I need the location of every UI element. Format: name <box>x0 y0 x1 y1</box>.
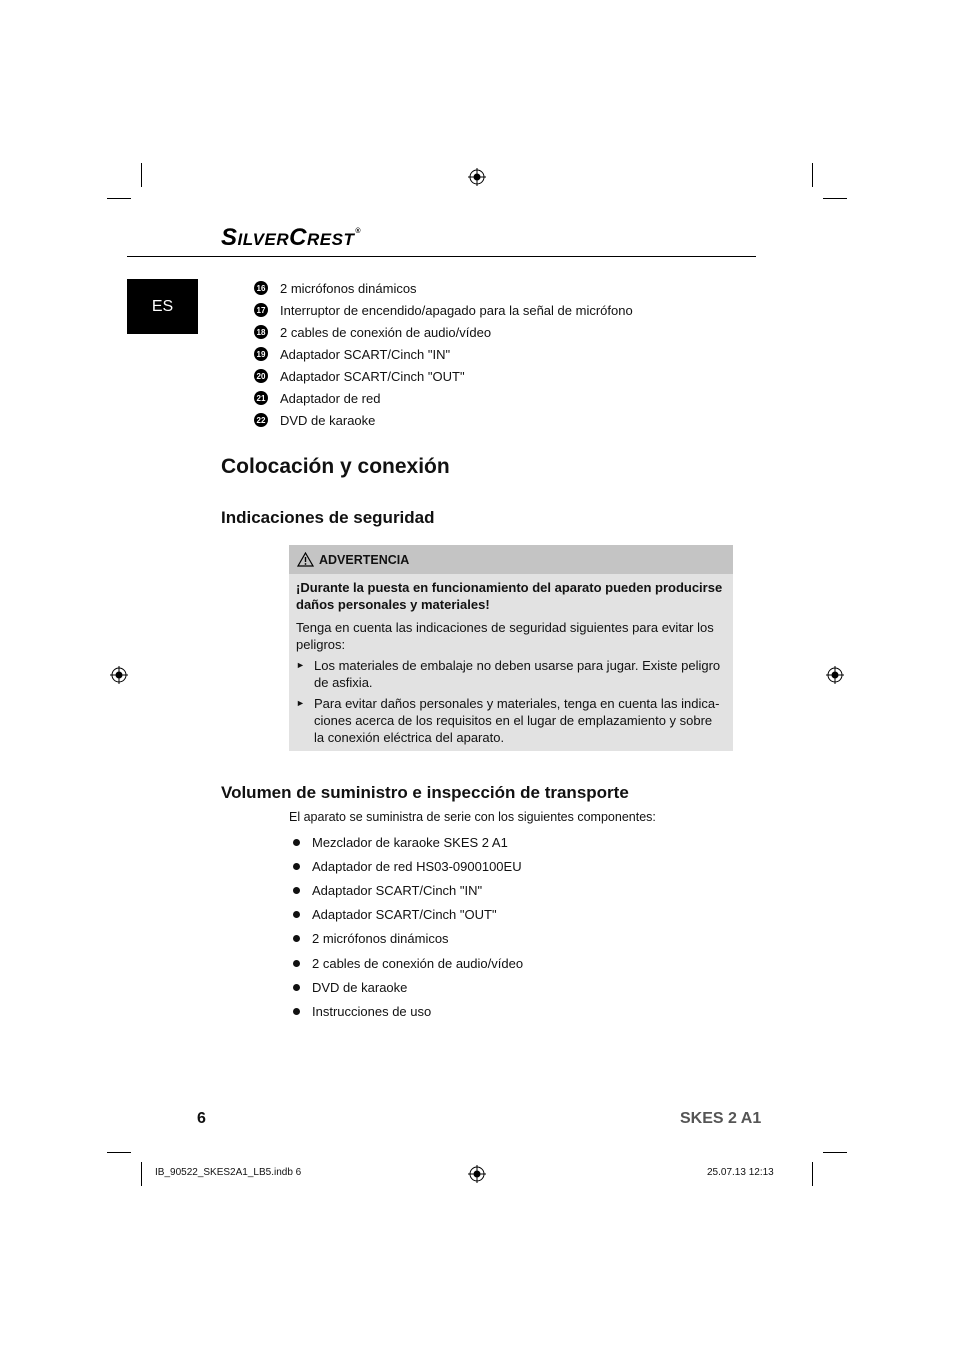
item-number-badge: 19 <box>254 347 268 361</box>
bullet-icon <box>293 863 300 870</box>
list-item: Adaptador de red HS03-0900100EU <box>293 854 523 878</box>
list-item: Mezclador de karaoke SKES 2 A1 <box>293 830 523 854</box>
parts-list <box>254 277 633 431</box>
crop-mark <box>812 1162 813 1186</box>
bullet-icon <box>293 960 300 967</box>
section-title: Colocación y conexión <box>221 455 450 478</box>
list-item: DVD de karaoke <box>293 975 523 999</box>
safety-heading: Indicaciones de seguridad <box>221 508 435 527</box>
list-item: Instrucciones de uso <box>293 999 523 1023</box>
item-number-badge: 20 <box>254 369 268 383</box>
warning-intro: Tenga en cuenta las indicaciones de seguridad siguientes para evitar los peligros: <box>296 620 714 652</box>
registration-mark-icon <box>468 1165 486 1183</box>
registration-mark-icon <box>110 666 128 684</box>
warning-strong-text: ¡Durante la puesta en funcionamiento del aparato pueden producirse daños personales y materiales! <box>296 580 723 612</box>
crop-mark <box>141 163 142 187</box>
model-name: SKES 2 A1 <box>680 1110 762 1127</box>
list-item: 21 Adaptador de red <box>254 387 633 409</box>
list-item: 2 cables de conexión de audio/vídeo <box>293 951 523 975</box>
bullet-icon <box>293 839 300 846</box>
bullet-icon <box>293 911 300 918</box>
bullet-icon <box>293 935 300 942</box>
list-item: Adaptador SCART/Cinch "IN" <box>293 878 523 902</box>
header-divider <box>127 256 756 257</box>
print-slug-file: IB_90522_SKES2A1_LB5.indb 6 <box>155 1167 302 1178</box>
list-item: 20 Adaptador SCART/Cinch "OUT" <box>254 365 633 387</box>
arrow-bullet-icon: ► <box>296 698 305 708</box>
page-number: 6 <box>197 1110 206 1127</box>
language-tab: ES <box>127 279 198 334</box>
bullet-icon <box>293 1008 300 1015</box>
list-item: Adaptador SCART/Cinch "OUT" <box>293 903 523 927</box>
item-number-badge: 18 <box>254 325 268 339</box>
list-item: 18 2 cables de conexión de audio/vídeo <box>254 321 633 343</box>
crop-mark <box>823 198 847 199</box>
supply-list <box>293 830 523 1024</box>
list-item: ► Para evitar daños personales y materiales, tenga en cuenta las indica-ciones acerca de los requisitos en el lugar de emplazamiento y sobre la conexión eléctrica del aparato. <box>296 696 720 745</box>
supply-intro: El aparato se suministra de serie con los siguientes componentes: <box>289 810 656 824</box>
warning-box <box>289 545 733 751</box>
registration-mark-icon <box>468 168 486 186</box>
registration-mark-icon <box>826 666 844 684</box>
supply-heading: Volumen de suministro e inspección de transporte <box>221 783 629 802</box>
warning-list <box>296 657 725 746</box>
item-number-badge: 17 <box>254 303 268 317</box>
arrow-bullet-icon: ► <box>296 660 305 670</box>
warning-triangle-icon <box>297 552 314 567</box>
item-number-badge: 16 <box>254 281 268 295</box>
list-item: 16 2 micrófonos dinámicos <box>254 277 633 299</box>
list-item: 2 micrófonos dinámicos <box>293 927 523 951</box>
warning-header <box>289 545 733 574</box>
crop-mark <box>107 1152 131 1153</box>
list-item: 19 Adaptador SCART/Cinch "IN" <box>254 343 633 365</box>
list-item: ► Los materiales de embalaje no deben usarse para jugar. Existe peligro de asfixia. <box>296 658 721 690</box>
print-slug-datetime: 25.07.13 12:13 <box>707 1167 774 1178</box>
warning-label: ADVERTENCIA <box>319 552 410 567</box>
crop-mark <box>812 163 813 187</box>
crop-mark <box>141 1162 142 1186</box>
brand-logo: SILVERCREST® <box>221 224 361 251</box>
crop-mark <box>107 198 131 199</box>
item-number-badge: 21 <box>254 391 268 405</box>
crop-mark <box>823 1152 847 1153</box>
list-item: 17 Interruptor de encendido/apagado para la señal de micrófono <box>254 299 633 321</box>
bullet-icon <box>293 984 300 991</box>
list-item: 22 DVD de karaoke <box>254 409 633 431</box>
bullet-icon <box>293 887 300 894</box>
item-number-badge: 22 <box>254 413 268 427</box>
